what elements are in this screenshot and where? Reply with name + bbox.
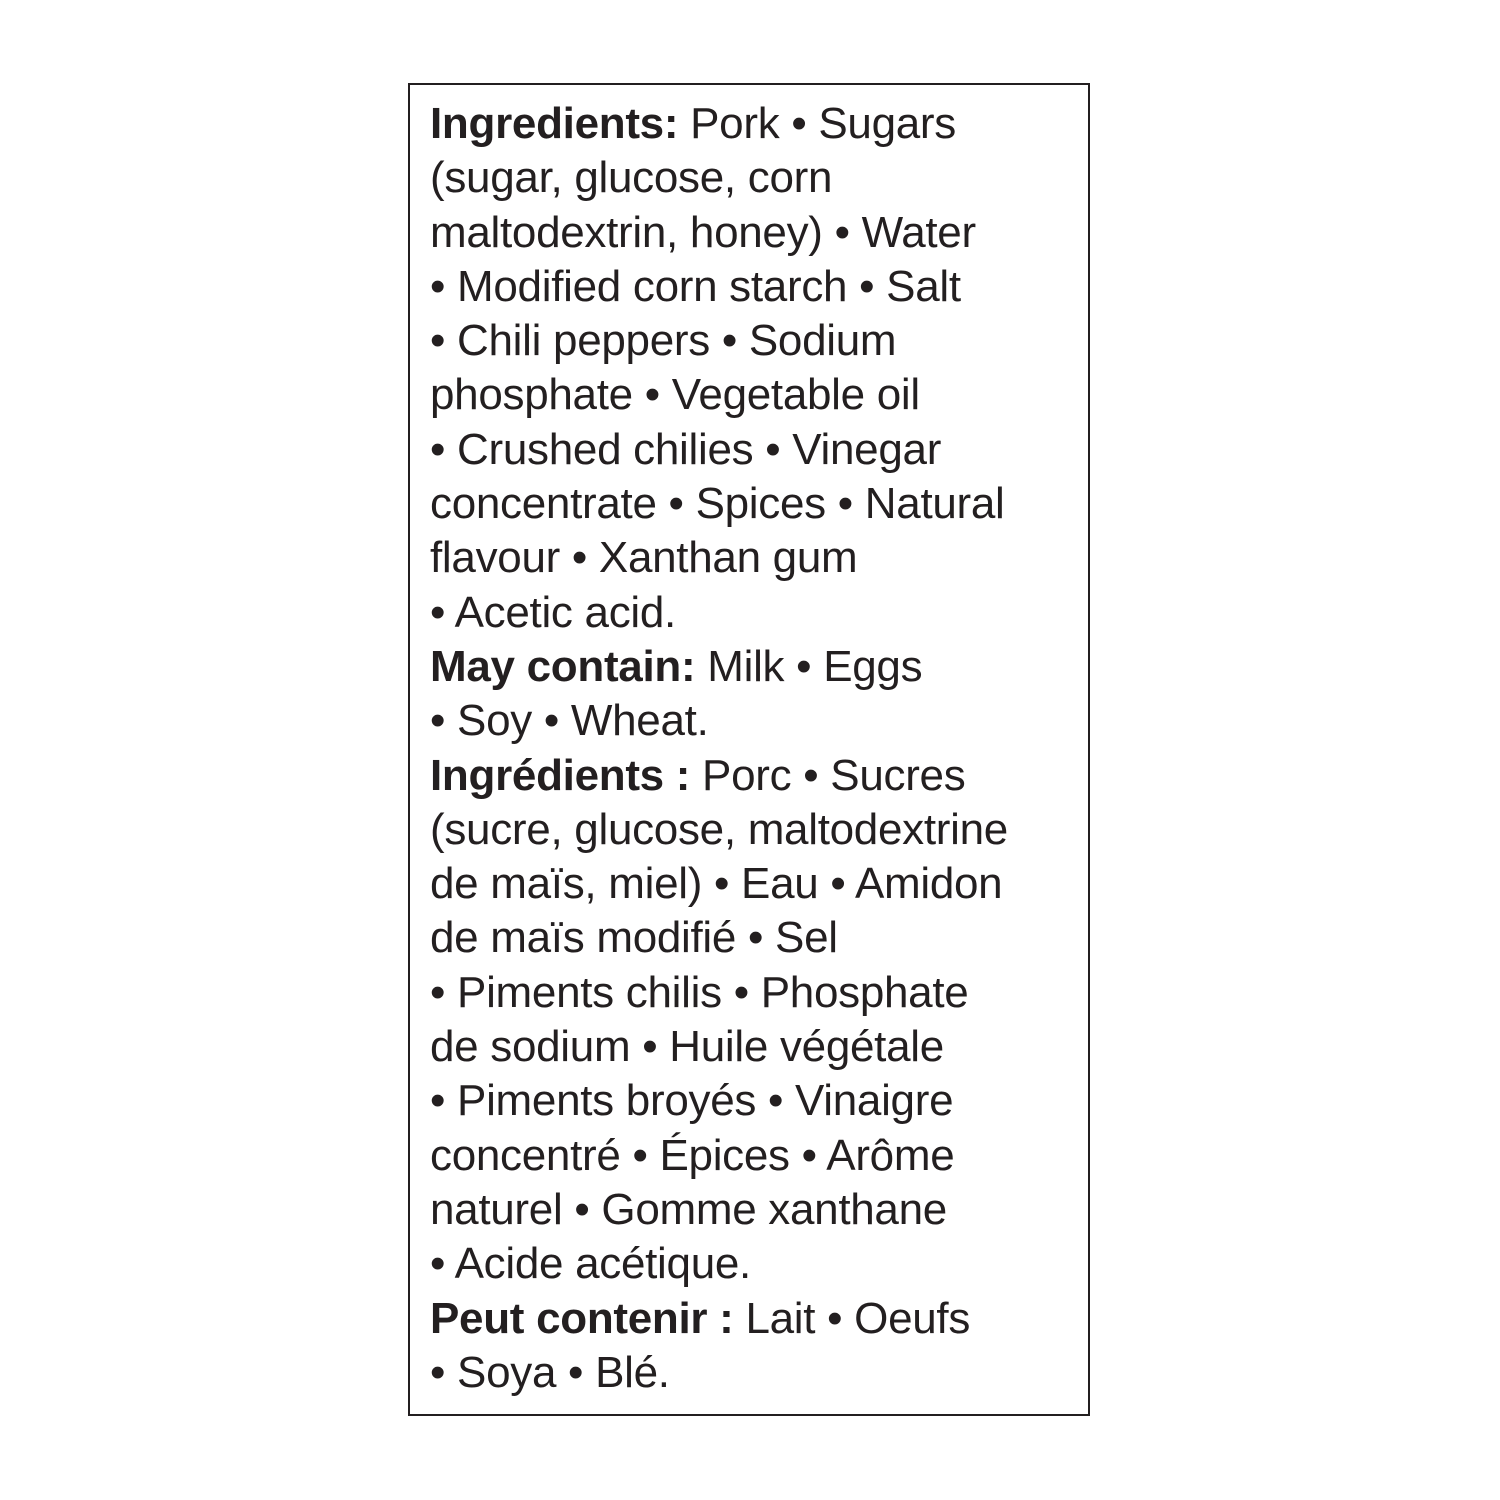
label-line — [430, 1237, 1008, 1291]
ingredient-text: (sugar, glucose, corn — [430, 153, 833, 203]
section-heading: Peut contenir : — [430, 1293, 734, 1343]
ingredient-text: (sucre, glucose, maltodextrine — [430, 804, 1008, 854]
ingredient-text: maltodextrin, honey) • Water — [430, 207, 976, 257]
ingredients-text — [430, 97, 1008, 1400]
label-line — [430, 260, 1008, 314]
section-heading: Ingredients: — [430, 99, 679, 148]
ingredient-text: • Modified corn starch • Salt — [430, 261, 961, 311]
section-heading: Ingrédients : — [430, 750, 691, 800]
label-line — [430, 314, 1008, 368]
label-line — [430, 1292, 1008, 1346]
label-line — [430, 586, 1008, 640]
ingredient-text: • Acide acétique. — [430, 1239, 751, 1289]
label-line — [430, 749, 1008, 803]
ingredient-text: de maïs modifié • Sel — [430, 913, 838, 963]
ingredient-text: Pork • Sugars — [678, 99, 956, 148]
ingredient-text: concentré • Épices • Arôme — [430, 1130, 955, 1180]
ingredient-text: phosphate • Vegetable oil — [430, 370, 920, 420]
label-line — [430, 803, 1008, 857]
label-line — [430, 477, 1008, 531]
label-line — [430, 423, 1008, 477]
label-line — [430, 1074, 1008, 1128]
ingredient-text: Porc • Sucres — [690, 750, 966, 800]
label-line — [430, 151, 1008, 205]
ingredient-text: Lait • Oeufs — [733, 1293, 971, 1343]
label-line — [430, 911, 1008, 965]
label-line — [430, 531, 1008, 585]
ingredient-text: flavour • Xanthan gum — [430, 533, 858, 583]
ingredient-text: • Piments broyés • Vinaigre — [430, 1076, 954, 1126]
section-heading: May contain: — [430, 641, 696, 691]
label-line — [430, 1020, 1008, 1074]
ingredient-text: • Soy • Wheat. — [430, 696, 709, 746]
ingredient-text: • Crushed chilies • Vinegar — [430, 424, 942, 474]
ingredient-text: concentrate • Spices • Natural — [430, 479, 1005, 529]
ingredients-label-box — [408, 83, 1090, 1416]
label-line — [430, 1129, 1008, 1183]
label-line — [430, 97, 1008, 151]
label-line — [430, 694, 1008, 748]
ingredient-text: de sodium • Huile végétale — [430, 1022, 944, 1072]
ingredient-text: • Acetic acid. — [430, 587, 676, 637]
label-line — [430, 368, 1008, 422]
label-line — [430, 857, 1008, 911]
label-line — [430, 206, 1008, 260]
label-line — [430, 1183, 1008, 1237]
label-line — [430, 640, 1008, 694]
ingredient-text: • Piments chilis • Phosphate — [430, 967, 969, 1017]
ingredient-text: • Chili peppers • Sodium — [430, 316, 897, 366]
label-line — [430, 1346, 1008, 1400]
label-line — [430, 966, 1008, 1020]
ingredient-text: de maïs, miel) • Eau • Amidon — [430, 859, 1003, 909]
ingredient-text: naturel • Gomme xanthane — [430, 1184, 947, 1234]
ingredient-text: Milk • Eggs — [695, 641, 923, 691]
ingredient-text: • Soya • Blé. — [430, 1347, 670, 1397]
